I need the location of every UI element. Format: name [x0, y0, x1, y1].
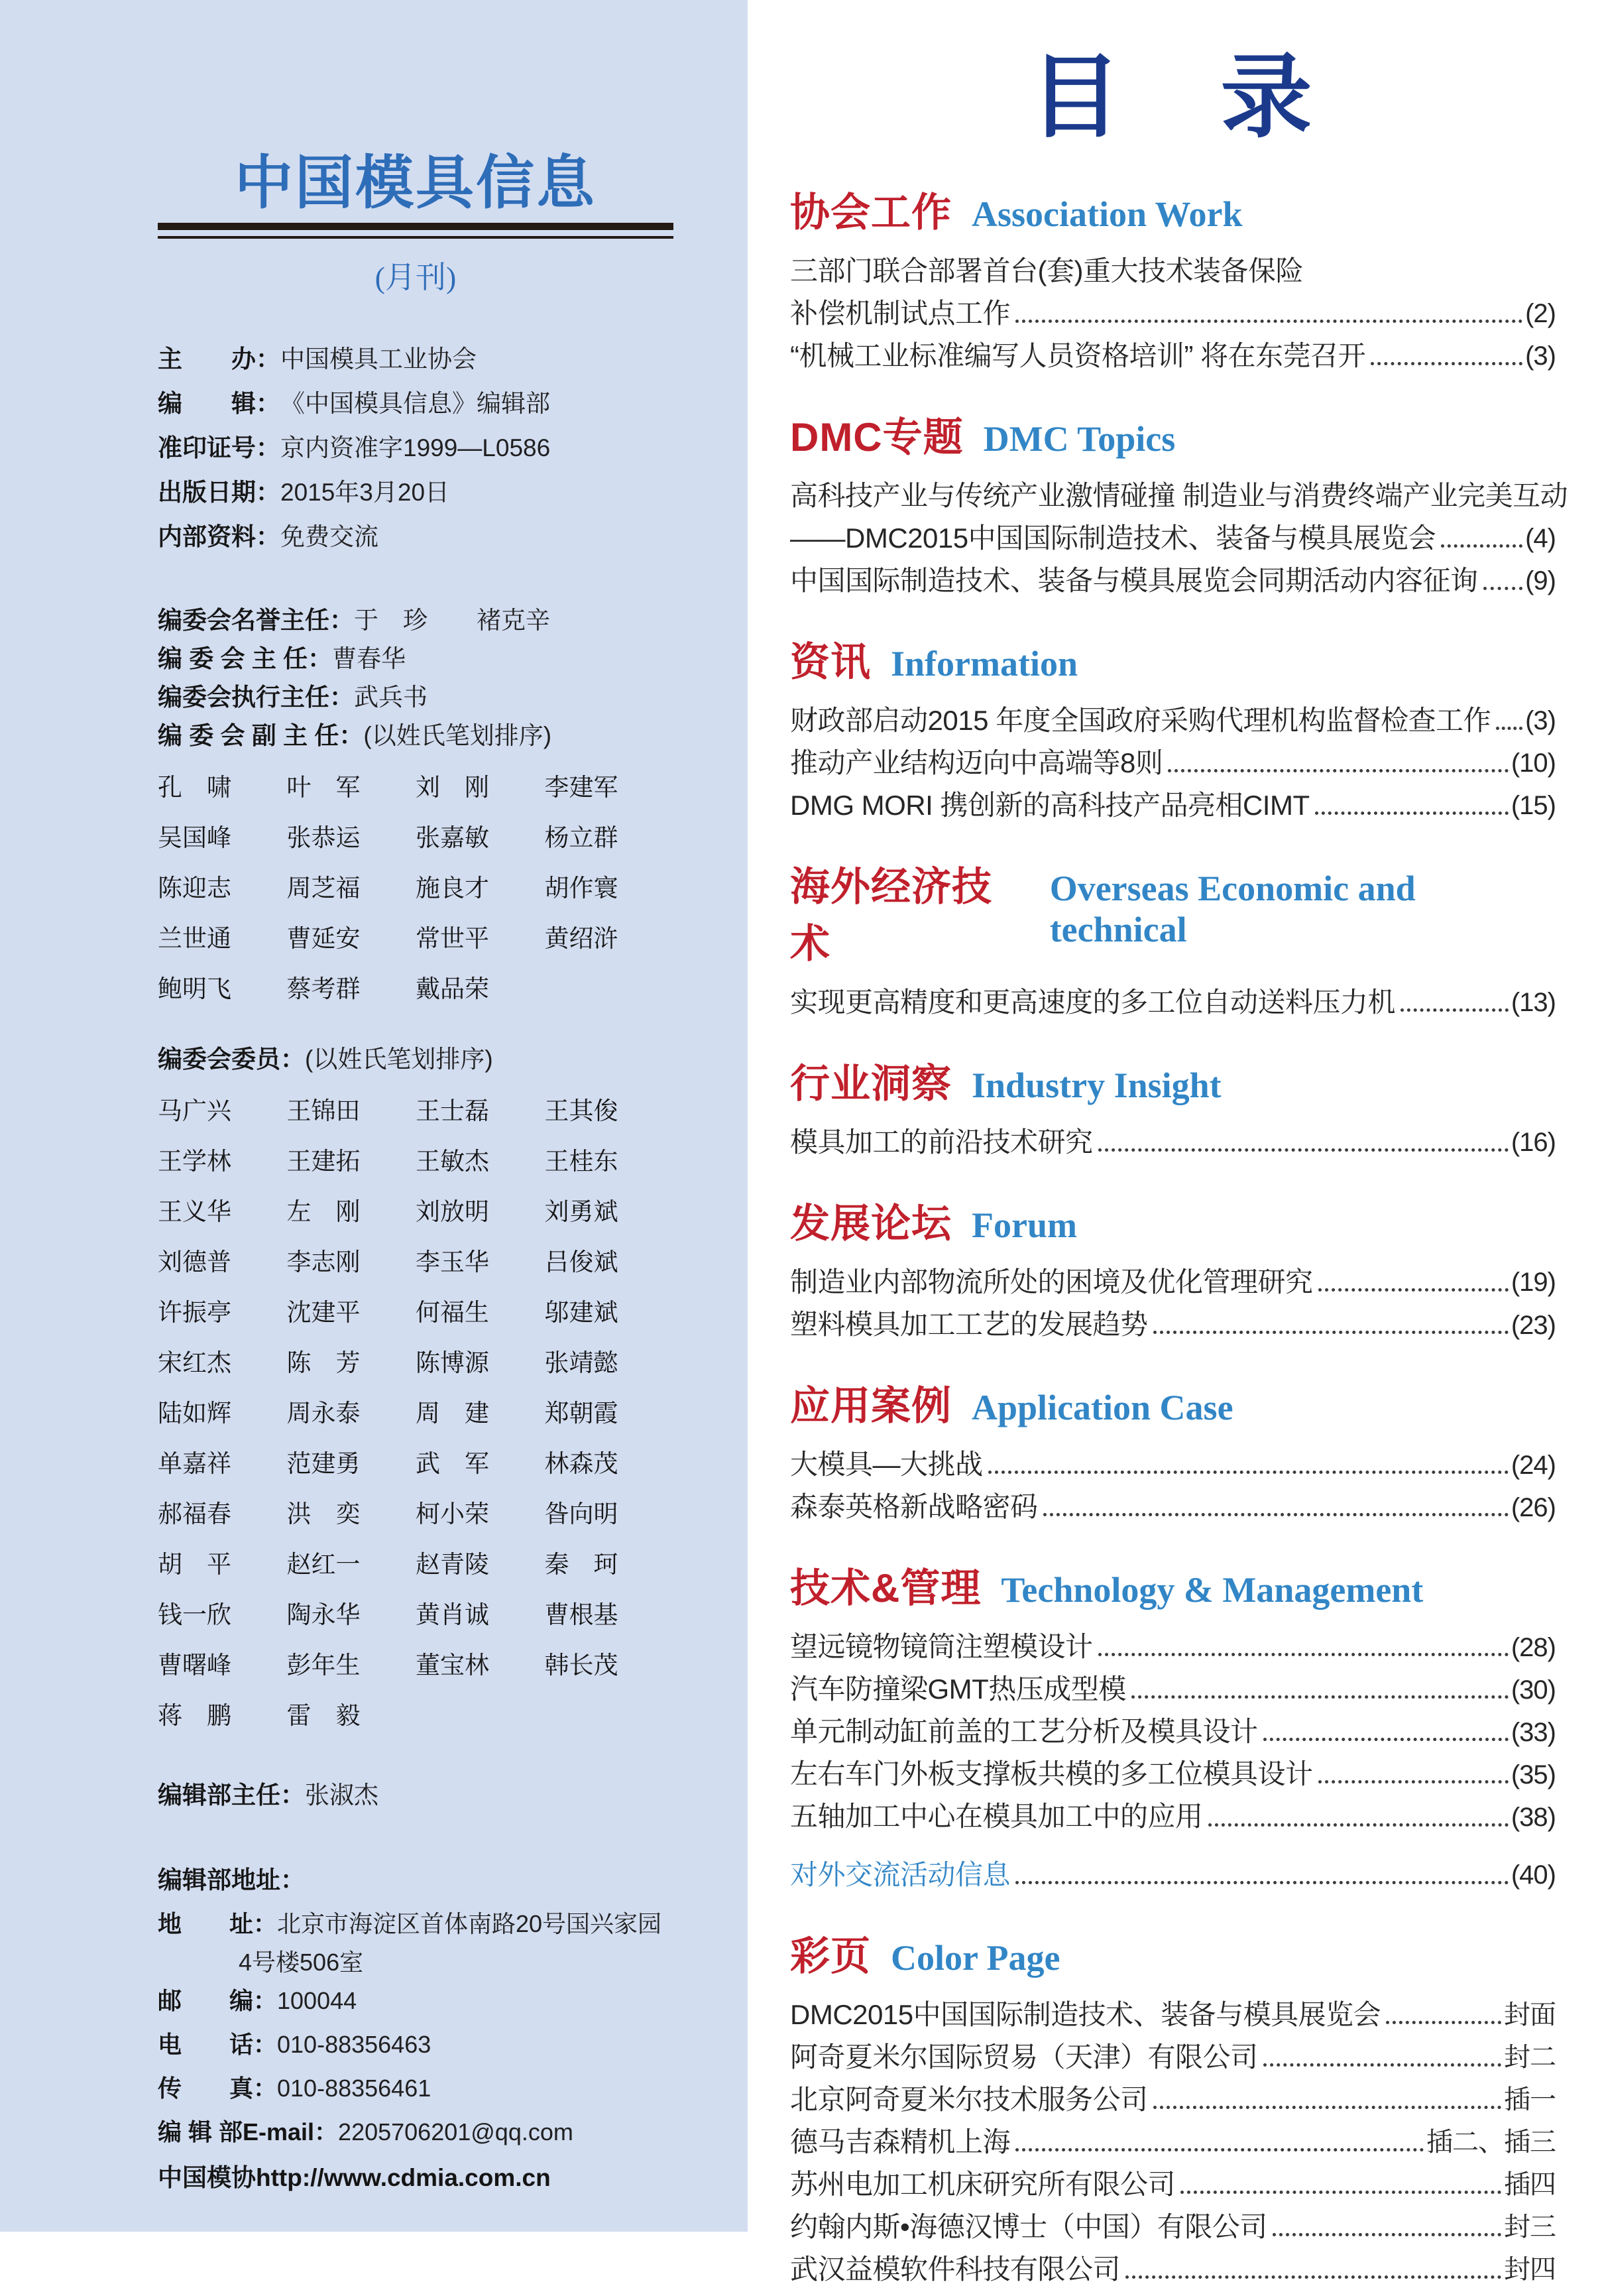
member-name: 王桂东 [544, 1148, 618, 1176]
contact-row [158, 1979, 673, 2023]
member-name: 郑朝霞 [544, 1400, 618, 1427]
toc-leader-dots [1015, 2148, 1424, 2151]
toc-item-text: 望远镜物镜筒注塑模设计 [790, 1631, 1093, 1663]
toc-item [790, 2254, 1556, 2285]
member-name: 刘德普 [158, 1249, 231, 1276]
toc-leader-dots [1153, 2106, 1501, 2109]
member-name: 昝向明 [544, 1501, 618, 1528]
deputy-name: 常世平 [416, 926, 489, 953]
members-note: (以姓氏笔划排序) [305, 1046, 493, 1073]
toc-section-title-en: Information [891, 644, 1078, 684]
title-rule-thick [158, 223, 673, 230]
toc-section [790, 181, 1556, 371]
toc-item-text: 制造业内部物流所处的困境及优化管理研究 [790, 1266, 1313, 1298]
toc-section-title-cn: 发展论坛 [790, 1201, 952, 1246]
toc-item-page: (23) [1511, 1310, 1556, 1340]
toc-item [790, 790, 1556, 821]
toc-section [790, 406, 1568, 597]
toc-item [790, 1631, 1556, 1662]
info-row [158, 337, 673, 381]
info-row [158, 426, 673, 470]
toc-section-title-en: Overseas Economic and technical [1049, 869, 1416, 950]
member-name: 何福生 [416, 1299, 489, 1327]
deputy-name: 兰世通 [158, 926, 231, 953]
toc-section-title-en: Color Page [891, 1937, 1060, 1978]
member-name: 胡 平 [158, 1551, 231, 1579]
member-name: 王建拓 [286, 1148, 361, 1176]
member-name: 周永泰 [286, 1400, 361, 1427]
member-name: 刘放明 [416, 1199, 489, 1226]
toc-item-text: 苏州电加工机床研究所有限公司 [790, 2168, 1176, 2200]
toc-item-text: 森泰英格新战略密码 [790, 1491, 1038, 1523]
info-row [158, 470, 673, 514]
toc-item-page: 封面 [1504, 2000, 1556, 2029]
info-row [158, 514, 673, 559]
member-name: 马广兴 [158, 1098, 231, 1125]
toc-item-page: (3) [1525, 341, 1556, 371]
member-name: 李志刚 [286, 1249, 361, 1276]
committee-label: 编委会执行主任： [158, 684, 354, 711]
toc-section-title-en: Technology & Management [1001, 1570, 1424, 1610]
toc-section-heading [790, 1052, 1556, 1109]
toc-item [790, 1716, 1556, 1747]
member-name: 彭年生 [286, 1652, 361, 1679]
toc-item-text: 单元制动缸前盖的工艺分析及模具设计 [790, 1716, 1258, 1748]
website-url: 中国模协http://www.cdmia.com.cn [158, 2164, 551, 2191]
member-name: 秦 珂 [544, 1551, 618, 1579]
member-name: 郝福春 [158, 1501, 231, 1528]
toc-item-text: 塑料模具加工工艺的发展趋势 [790, 1309, 1148, 1341]
toc-item-page: (9) [1525, 566, 1556, 596]
deputy-name: 张嘉敏 [416, 825, 489, 852]
contact-label: 邮 编： [158, 1987, 278, 2014]
toc-item-page: 封三 [1504, 2212, 1556, 2242]
toc-leader-dots [1168, 769, 1509, 772]
toc-item-text: 左右车门外板支撑板共模的多工位模具设计 [790, 1758, 1313, 1790]
toc-item-text: 五轴加工中心在模具加工中的应用 [790, 1801, 1203, 1833]
contact-value: 100044 [277, 1987, 357, 2014]
toc-leader-dots [1015, 1881, 1509, 1884]
toc-item-page: (24) [1511, 1450, 1556, 1480]
toc-section [790, 1374, 1556, 1522]
toc-leader-dots [1318, 1780, 1509, 1783]
toc-leader-dots [1483, 587, 1523, 590]
info-value: 京内资准字1999—L0586 [280, 434, 551, 461]
committee-value: (以姓氏笔划排序) [363, 722, 552, 749]
toc-item [790, 1859, 1556, 1890]
toc-item-page: 封二 [1504, 2042, 1556, 2072]
toc-item-text: 阿奇夏米尔国际贸易（天津）有限公司 [790, 2041, 1258, 2073]
toc-item-text: 模具加工的前沿技术研究 [790, 1126, 1093, 1158]
toc-section-title-cn: 技术&管理 [790, 1566, 982, 1611]
info-value: 2015年3月20日 [280, 479, 450, 506]
toc-item-page: 插二、插三 [1426, 2127, 1556, 2157]
contact-value: 北京市海淀区首体南路20号国兴家园 [277, 1910, 662, 1937]
member-name: 刘勇斌 [544, 1199, 618, 1226]
magazine-title: 中国模具信息 [234, 150, 597, 215]
member-name: 曹曙峰 [158, 1652, 231, 1679]
magazine-subtitle: (月刊) [374, 261, 457, 294]
info-value: 中国模具工业协会 [280, 345, 477, 373]
member-name: 韩长茂 [544, 1652, 618, 1679]
toc-item-text: 高科技产业与传统产业激情碰撞 制造业与消费终端产业完美互动 [790, 479, 1568, 511]
contact-label: 传 真： [158, 2075, 278, 2102]
members-label-row [158, 1040, 673, 1079]
left-sidebar [0, 0, 748, 2232]
info-value: 《中国模具信息》编辑部 [280, 390, 550, 417]
deputy-name: 蔡考群 [286, 976, 361, 1003]
member-name: 许振亭 [158, 1299, 231, 1327]
member-name: 王学林 [158, 1148, 231, 1176]
toc-section-title-en: DMC Topics [983, 418, 1176, 459]
toc-leader-dots [1401, 1008, 1509, 1012]
toc-leader-dots [1318, 1288, 1509, 1292]
toc-section-heading [790, 181, 1556, 238]
contact-value: 010-88356463 [277, 2031, 431, 2058]
toc-section [790, 1192, 1556, 1340]
contact-label: 地 址： [158, 1910, 278, 1937]
toc-section-heading [790, 1557, 1556, 1614]
committee-row [158, 640, 673, 678]
toc-leader-dots [1125, 2275, 1501, 2279]
toc-item-page: (13) [1511, 988, 1556, 1018]
toc-item [790, 705, 1556, 736]
toc-item [790, 1309, 1556, 1340]
members-label: 编委会委员： [158, 1046, 305, 1073]
editor-chief-name: 张淑杰 [305, 1782, 378, 1809]
toc-section-heading [790, 1192, 1556, 1249]
toc-section-heading [790, 855, 1556, 969]
toc-section [790, 1925, 1556, 2285]
member-name: 吕俊斌 [544, 1249, 618, 1276]
toc-section-title-en: Industry Insight [972, 1065, 1222, 1106]
toc-item-page: (30) [1511, 1675, 1556, 1705]
toc-item-text: 对外交流活动信息 [790, 1858, 1011, 1890]
toc-leader-dots [1386, 2021, 1501, 2024]
toc-leader-dots [1180, 2191, 1501, 2194]
toc-section-heading [790, 1374, 1556, 1431]
toc-item-page: (38) [1511, 1802, 1556, 1832]
toc-item [790, 340, 1556, 371]
toc-item [790, 1491, 1556, 1522]
toc-item [790, 1801, 1556, 1832]
publication-info [158, 337, 673, 559]
toc-item-page: (26) [1511, 1492, 1556, 1522]
toc-item-text: 汽车防撞梁GMT热压成型模 [790, 1673, 1126, 1705]
toc-item [790, 1266, 1556, 1298]
contact-info [158, 1902, 673, 2154]
committee-row [158, 678, 673, 717]
sidebar-content [0, 0, 748, 2199]
member-name: 陆如辉 [158, 1400, 231, 1427]
toc-sections [790, 181, 1568, 2285]
toc-item-page: (35) [1511, 1760, 1556, 1789]
toc-section [790, 1052, 1556, 1158]
toc-item [790, 1126, 1556, 1158]
info-row [158, 381, 673, 426]
member-name: 王敏杰 [416, 1148, 489, 1176]
deputy-name: 胡作寰 [544, 875, 618, 902]
member-name: 董宝林 [416, 1652, 489, 1679]
toc-section-title-cn: 协会工作 [790, 190, 952, 235]
toc-item-page: 插四 [1504, 2169, 1556, 2199]
toc-item-page: (33) [1511, 1717, 1556, 1747]
toc-item [790, 2084, 1556, 2115]
toc-item-text: 中国国际制造技术、装备与模具展览会同期活动内容征询 [790, 565, 1478, 597]
deputy-name: 杨立群 [544, 825, 618, 852]
member-name: 邬建斌 [544, 1299, 618, 1327]
deputy-name: 叶 军 [286, 774, 361, 802]
toc-section-title-en: Association Work [972, 194, 1243, 234]
toc-leader-dots [1208, 1823, 1509, 1827]
toc-item-text: DMG MORI 携创新的高科技产品亮相CIMT [790, 790, 1310, 821]
toc-leader-dots [1098, 1148, 1509, 1152]
toc-section-title-cn: 彩页 [790, 1933, 871, 1978]
committee-row [158, 717, 673, 755]
committee-label: 编 委 会 主 任： [158, 645, 333, 672]
deputy-name: 刘 刚 [416, 774, 489, 802]
info-label: 出版日期： [158, 479, 280, 506]
deputy-name: 张恭运 [286, 825, 361, 852]
member-name: 洪 奕 [286, 1501, 361, 1528]
contact-row [158, 2110, 673, 2154]
member-name: 蒋 鹏 [158, 1703, 231, 1730]
toc-leader-dots [1441, 544, 1522, 548]
toc-section-title-cn: 资讯 [790, 640, 871, 685]
toc-leader-dots [1015, 320, 1522, 323]
toc-item [790, 987, 1556, 1018]
contact-row [158, 1902, 673, 1979]
deputy-name: 鲍明飞 [158, 976, 231, 1003]
toc-item [790, 747, 1556, 778]
member-name: 陶永华 [286, 1602, 361, 1629]
deputy-name: 黄绍浒 [544, 926, 618, 953]
toc-item [790, 1449, 1556, 1480]
toc-leader-dots [1043, 1513, 1509, 1516]
title-rule-thin [158, 236, 673, 239]
editor-chief-label: 编辑部主任： [158, 1782, 305, 1809]
toc-item-text: 推动产业结构迈向中高端等8则 [790, 747, 1163, 779]
toc-item [790, 2169, 1556, 2200]
member-name: 王锦田 [286, 1098, 361, 1125]
toc-leader-dots [1315, 812, 1509, 815]
info-label: 编 辑： [158, 390, 280, 417]
toc-section-title-cn: 海外经济技术 [790, 865, 992, 967]
contact-row [158, 2023, 673, 2067]
toc-section [790, 631, 1556, 821]
toc-item-text: “机械工业标准编写人员资格培训” 将在东莞召开 [790, 339, 1366, 371]
toc-item-text: 财政部启动2015 年度全国政府采购代理机构监督检查工作 [790, 705, 1491, 737]
toc-item-text: 补偿机制试点工作 [790, 297, 1011, 329]
member-name: 王士磊 [416, 1098, 489, 1125]
editor-chief-row [158, 1776, 673, 1815]
member-name: 王其俊 [544, 1098, 618, 1125]
toc-title: 目 录 [1029, 47, 1316, 149]
toc-item-page: (19) [1511, 1268, 1556, 1298]
committee-value: 于 珍 褚克辛 [354, 607, 550, 634]
member-name: 武 军 [416, 1451, 489, 1478]
address-header: 编辑部地址： [158, 1866, 305, 1894]
info-label: 主 办： [158, 345, 280, 373]
members-grid [158, 1091, 673, 1731]
toc-item [790, 2211, 1556, 2242]
deputy-name: 陈迎志 [158, 875, 231, 902]
toc-section-heading [790, 631, 1556, 688]
toc-item-page: (15) [1511, 791, 1556, 821]
toc-item-page: (40) [1511, 1860, 1556, 1890]
toc-item-text: 北京阿奇夏米尔技术服务公司 [790, 2083, 1148, 2115]
toc-item [790, 1758, 1556, 1789]
info-value: 免费交流 [280, 523, 378, 550]
toc-section-title-cn: 行业洞察 [790, 1061, 952, 1107]
committee-value: 曹春华 [332, 645, 406, 672]
toc-item-page: (10) [1511, 749, 1556, 778]
contact-label: 电 话： [158, 2031, 278, 2058]
deputy-name: 曹延安 [286, 926, 361, 953]
toc-leader-dots [1098, 1653, 1509, 1656]
member-name: 张靖懿 [544, 1350, 618, 1377]
member-name: 周 建 [416, 1400, 489, 1427]
info-label: 内部资料： [158, 523, 280, 550]
member-name: 林森茂 [544, 1451, 618, 1478]
deputy-name: 戴品荣 [416, 976, 489, 1003]
toc-item-text: 实现更高精度和更高速度的多工位自动送料压力机 [790, 987, 1396, 1018]
info-label: 准印证号： [158, 434, 280, 461]
committee-heads [158, 601, 673, 755]
toc-item-page: (4) [1525, 524, 1556, 554]
toc-leader-dots [988, 1471, 1509, 1474]
toc-section-title-en: Application Case [972, 1388, 1233, 1428]
toc-section-heading [790, 406, 1556, 463]
contact-row [158, 2067, 673, 2110]
toc-item [790, 565, 1556, 596]
member-name: 赵青陵 [416, 1551, 489, 1579]
toc-item-text: DMC2015中国国际制造技术、装备与模具展览会 [790, 1998, 1381, 2030]
toc-item-page: (2) [1525, 299, 1556, 329]
toc-section [790, 1557, 1556, 1890]
toc-leader-dots [1131, 1695, 1509, 1699]
member-name: 李玉华 [416, 1249, 489, 1276]
toc-leader-dots [1371, 362, 1522, 365]
toc-leader-dots [1263, 1738, 1509, 1741]
toc-item-text: 德马吉森精机上海 [790, 2126, 1011, 2157]
toc-item-page: 封四 [1504, 2254, 1556, 2284]
toc-item [790, 1673, 1556, 1705]
toc-item [790, 298, 1556, 329]
toc-item-text: ——DMC2015中国国际制造技术、装备与模具展览会 [790, 522, 1436, 554]
toc-item-page: (16) [1511, 1128, 1556, 1158]
toc-item [790, 1999, 1556, 2030]
toc-item-page: (28) [1511, 1632, 1556, 1662]
member-name: 单嘉祥 [158, 1451, 231, 1478]
member-name: 王义华 [158, 1199, 231, 1226]
deputy-name: 施良才 [416, 875, 489, 902]
toc-item-page: 插一 [1504, 2085, 1556, 2114]
contact-label: 编 辑 部E-mail： [158, 2118, 339, 2145]
member-name: 陈博源 [416, 1350, 489, 1377]
member-name: 赵红一 [286, 1551, 361, 1579]
deputy-name: 吴国峰 [158, 825, 231, 852]
deputy-directors-grid [158, 767, 673, 1004]
committee-row [158, 601, 673, 640]
toc-item-text: 武汉益模软件科技有限公司 [790, 2253, 1121, 2285]
contact-value: 2205706201@qq.com [338, 2118, 573, 2145]
toc-section-heading [790, 1925, 1556, 1982]
toc-section [790, 855, 1556, 1018]
member-name: 黄肖诚 [416, 1602, 489, 1629]
toc-leader-dots [1496, 727, 1522, 730]
toc-leader-dots [1263, 2063, 1501, 2067]
toc-leader-dots [1153, 1331, 1509, 1334]
deputy-name: 周芝福 [286, 875, 361, 902]
committee-label: 编委会名誉主任： [158, 607, 354, 634]
toc-item-text: 大模具—大挑战 [790, 1449, 983, 1480]
deputy-name: 李建军 [544, 774, 618, 802]
member-name: 柯小荣 [416, 1501, 489, 1528]
toc-item [790, 479, 1568, 511]
toc-item-text: 约翰内斯•海德汉博士（中国）有限公司 [790, 2210, 1267, 2242]
member-name: 宋红杰 [158, 1350, 231, 1377]
contact-value: 010-88356461 [277, 2075, 431, 2102]
committee-label: 编 委 会 副 主 任： [158, 722, 364, 749]
toc-section-title-cn: 应用案例 [790, 1384, 952, 1429]
toc-item-page: (3) [1525, 706, 1556, 736]
toc-section-title-cn: DMC专题 [790, 414, 964, 459]
contact-value-line2: 4号楼506室 [239, 1949, 364, 1976]
toc-item [790, 255, 1556, 286]
member-name: 陈 芳 [286, 1350, 361, 1377]
toc-item [790, 2126, 1556, 2157]
toc-item [790, 522, 1556, 554]
member-name: 沈建平 [286, 1299, 361, 1327]
member-name: 曹根基 [544, 1602, 618, 1629]
toc-section-title-en: Forum [972, 1205, 1077, 1246]
member-name: 雷 毅 [286, 1703, 361, 1730]
member-name: 范建勇 [286, 1451, 361, 1478]
toc-item-text: 三部门联合部署首台(套)重大技术装备保险 [790, 255, 1303, 286]
member-name: 钱一欣 [158, 1602, 231, 1629]
deputy-name: 孔 啸 [158, 774, 231, 802]
committee-value: 武兵书 [354, 684, 428, 711]
toc-column [748, 0, 1602, 2296]
toc-item [790, 2041, 1556, 2073]
toc-leader-dots [1273, 2233, 1501, 2236]
member-name: 左 刚 [286, 1199, 361, 1226]
